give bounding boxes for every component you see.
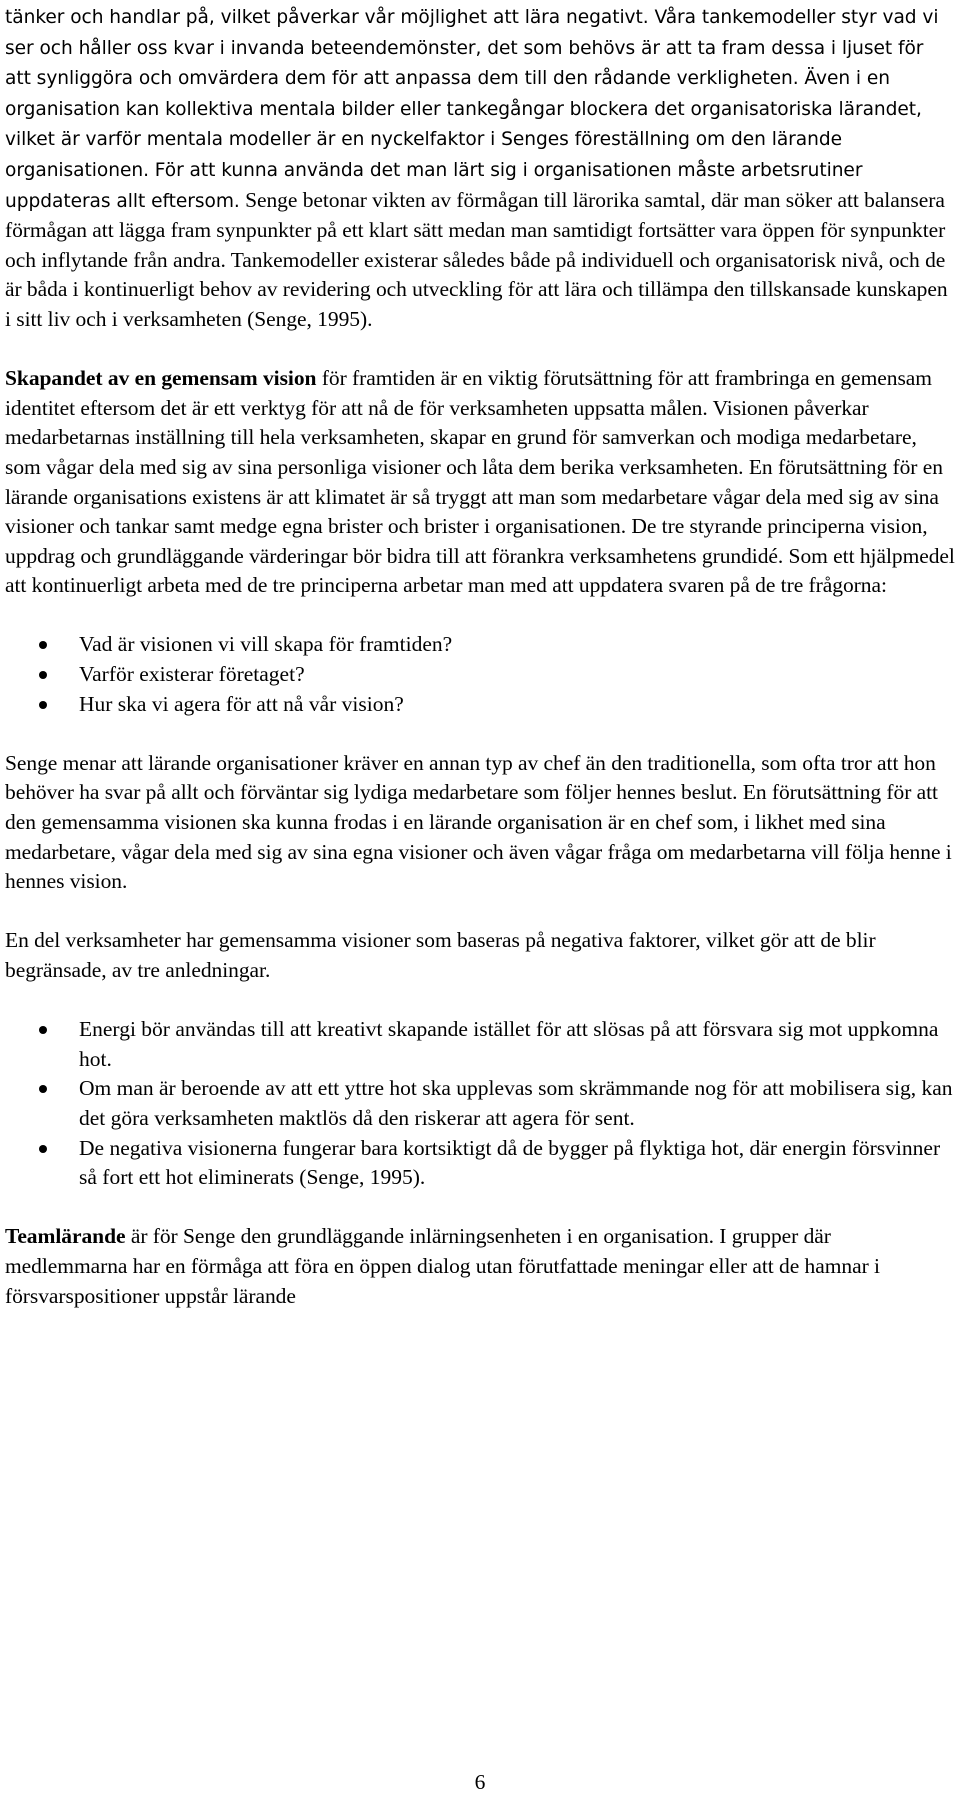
paragraph-shared-vision <box>5 364 955 601</box>
list-item <box>5 630 955 660</box>
team-learning-heading: Teamlärande <box>5 1224 126 1249</box>
shared-vision-text: för framtiden är en viktig förutsättning för att frambringa en gemensam identitet eftersom det är ett verktyg för att nå de för verksamheten uppsatta målen. Visionen påverkar medarbetarnas inställning till hela verksamheten, skapar en grund för samverkan och modiga medarbetare, som vågar dela med sig av sina personliga visioner och låta dem berika verksamheten. En förutsättning för en lärande organisations existens är att klimatet är så tryggt att man som medarbetare vågar dela med sig av sina visioner och tankar samt medge egna brister och brister i organisationen. De tre styrande principerna vision, uppdrag och grundläggande värderingar bör bidra till att förankra verksamhetens grundidé. Som ett hjälpmedel att kontinuerligt arbeta med de tre principerna arbetar man med att uppdatera svaren på de tre frågorna: <box>5 366 955 598</box>
bullet-icon <box>39 641 47 649</box>
list-item-text: Varför existerar företaget? <box>79 662 305 687</box>
list-item <box>5 1015 955 1074</box>
list-item <box>5 1074 955 1133</box>
document-page <box>5 2 955 1311</box>
list-item <box>5 690 955 720</box>
bullet-icon <box>39 1145 47 1153</box>
bullet-icon <box>39 1026 47 1034</box>
paragraph-mental-models <box>5 2 955 335</box>
list-item-text: Hur ska vi agera för att nå vår vision? <box>79 691 404 716</box>
list-item-text: Energi bör användas till att kreativt skapande istället för att slösas på att försvara sig mot uppkomna hot. <box>79 1017 939 1071</box>
team-learning-text: är för Senge den grundläggande inlärningsenheten i en organisation. I grupper där medlemmarna har en förmåga att föra en öppen dialog utan förutfattade meningar eller att de hamnar i försvarspositioner uppstår lärande <box>5 1224 880 1308</box>
bullet-icon <box>39 1085 47 1093</box>
paragraph-leadership: Senge menar att lärande organisationer kräver en annan typ av chef än den traditionella, som ofta tror att hon behöver ha svar på allt och förväntar sig lydiga medarbetare som följer hennes beslut. En förutsättning för att den gemensamma visionen ska kunna frodas i en lärande organisation är en chef som, i likhet med sina medarbetare, vågar dela med sig av sina egna visioner och även vågar fråga om medarbetarna vill följa henne i hennes vision. <box>5 750 952 894</box>
list-item-text: De negativa visionerna fungerar bara kortsiktigt då de bygger på flyktiga hot, där energin försvinner så fort ett hot eliminerats (Senge, 1995). <box>79 1135 941 1190</box>
list-item-text: Om man är beroende av att ett yttre hot ska upplevas som skrämmande nog för att mobilisera sig, kan det göra verksamheten maktlös då den riskerar att agera för sent. <box>79 1076 953 1130</box>
paragraph-mental-models-sans-text: tänker och handlar på, vilket påverkar vår möjlighet att lära negativt. Våra tankemodeller styr vad vi ser och håller oss kvar i invanda beteendemönster, det som behövs är att ta fram dessa i ljuset för att synliggöra och omvärdera dem för att anpassa dem till den rådande verkligheten. Även i en organisation kan kollektiva mentala bilder eller tankegångar blockera det organisatoriska lärandet, vilket är varför mentala modeller är en nyckelfaktor i Senges föreställning om den lärande organisationen. För att kunna använda det man lärt sig i organisationen måste arbetsrutiner uppdateras allt eftersom. <box>5 7 939 212</box>
paragraph-mental-models-serif-text: Senge betonar vikten av förmågan till lärorika samtal, där man söker att balansera förmågan att lägga fram synpunkter på ett klart sätt medan man samtidigt fortsätter vara öppen för synpunkter och inflytande från andra. Tankemodeller existerar således både på individuell och organisatorisk nivå, och de är båda i kontinuerligt behov av revidering och utveckling för att lära och tillämpa den tillskansade kunskapen i sitt liv och i verksamheten (Senge, 1995). <box>5 187 948 331</box>
bullet-icon <box>39 671 47 679</box>
negative-reasons-list <box>5 1015 955 1193</box>
shared-vision-heading: Skapandet av en gemensam vision <box>5 366 317 391</box>
paragraph-team-learning <box>5 1222 955 1311</box>
paragraph-negative-visions: En del verksamheter har gemensamma visioner som baseras på negativa faktorer, vilket gör att de blir begränsade, av tre anledningar. <box>5 928 876 982</box>
list-item <box>5 1134 955 1193</box>
list-item <box>5 660 955 690</box>
list-item-text: Vad är visionen vi vill skapa för framtiden? <box>79 632 453 657</box>
bullet-icon <box>39 701 47 709</box>
page-number: 6 <box>474 1770 486 1794</box>
vision-questions-list <box>5 630 955 719</box>
